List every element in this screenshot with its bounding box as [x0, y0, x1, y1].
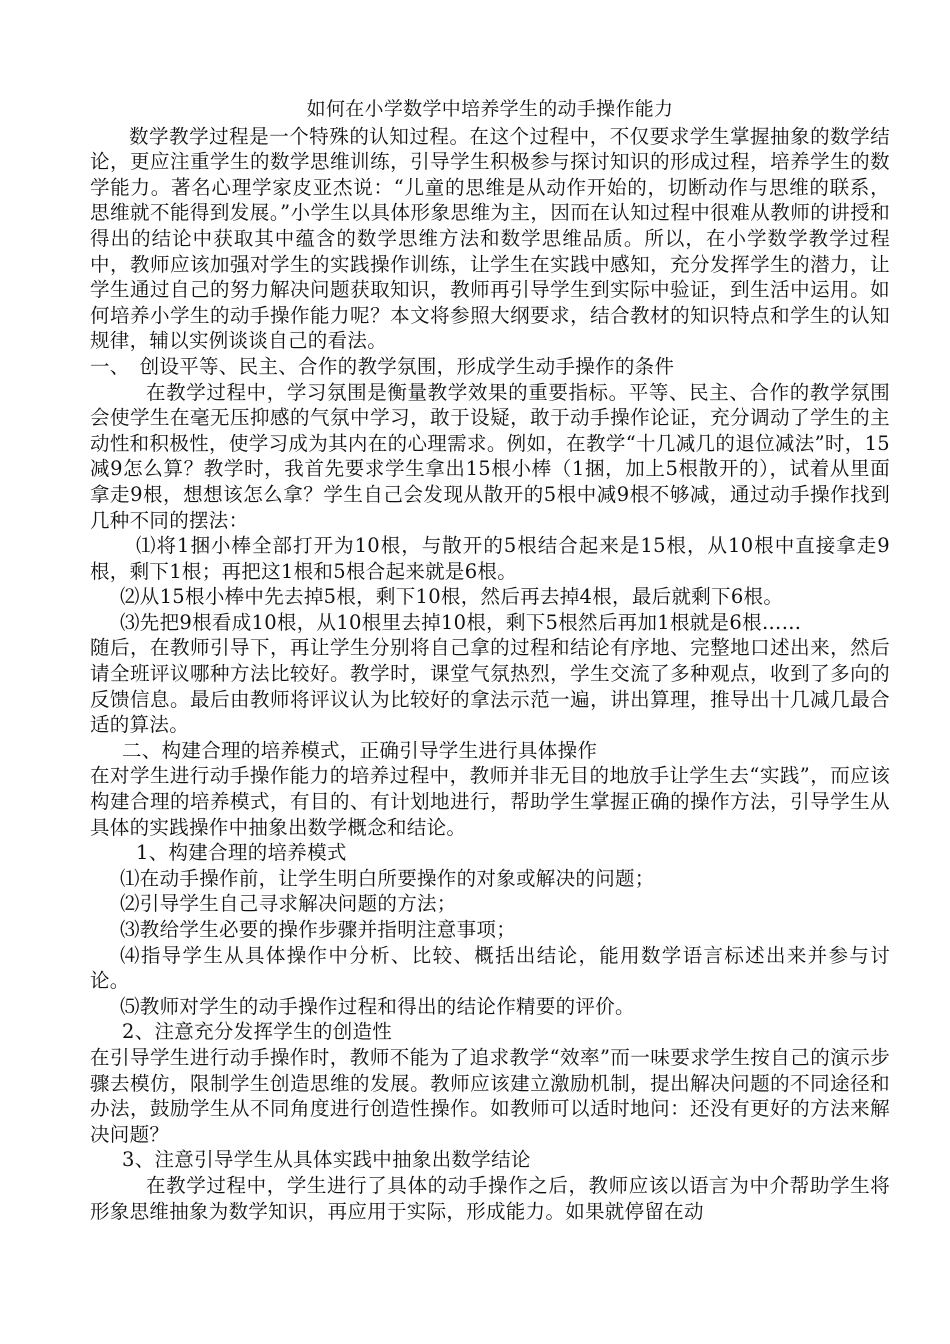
subsection-2-paragraph: 在引导学生进行动手操作时，教师不能为了追求教学“效率”而一味要求学生按自己的演示步骤去模仿，限制学生创造思维的发展。教师应该建立激励机制，提出解决问题的不同途径和办法，鼓励学生从不同角度进行创造性操作。如教师可以适时地问：还没有更好的方法来解决问题？	[90, 1045, 890, 1146]
section-1-list-item-1: ⑴将1捆小棒全部打开为10根，与散开的5根结合起来是15根，从10根中直接拿走9根，剩下1根；再把这1根和5根合起来就是6根。	[90, 534, 890, 583]
subsection-3-paragraph: 在教学过程中，学生进行了具体的动手操作之后，教师应该以语言为中介帮助学生将形象思维抽象为数学知识，再应用于实际，形成能力。如果就停留在动	[90, 1173, 890, 1223]
section-2-heading: 二、构建合理的培养模式，正确引导学生进行具体操作	[122, 738, 598, 762]
subsection-1-list-item-1: ⑴在动手操作前，让学生明白所要操作的对象或解决的问题；	[120, 866, 655, 890]
section-1-heading: 一、 创设平等、民主、合作的教学氛围，形成学生动手操作的条件	[90, 354, 675, 378]
subsection-1-list-item-3: ⑶教给学生必要的操作步骤并指明注意事项；	[120, 918, 517, 941]
section-1-conclusion-paragraph: 随后，在教师引导下，再让学生分别将自己拿的过程和结论有序地、完整地口述出来，然后请全班评议哪种方法比较好。教学时，课堂气氛热烈，学生交流了多种观点，收到了多向的反馈信息。最后由教师将评议认为比较好的拿法示范一遍，讲出算理，推导出十几减几最合适的算法。	[90, 636, 890, 737]
subsection-3-heading: 3、注意引导学生从具体实践中抽象出数学结论	[122, 1148, 531, 1172]
section-1-list-item-3: ⑶先把9根看成10根，从10根里去掉10根，剩下5根然后再加1根就是6根……	[120, 610, 802, 634]
section-1-paragraph: 在教学过程中，学习氛围是衡量教学效果的重要指标。平等、民主、合作的教学氛围会使学生在毫无压抑感的气氛中学习，敢于设疑，敢于动手操作论证，充分调动了学生的主动性和积极性，使学习成为其内在的心理需求。例如，在教学“十几减几的退位减法”时，15减9怎么算？教学时，我首先要求学生拿出15根小棒（1捆，加上5根散开的），试着从里面拿走9根，想想该怎么拿？学生自己会发现从散开的5根中减9根不够减，通过动手操作找到几种不同的摆法：	[90, 380, 890, 532]
intro-paragraph: 数学教学过程是一个特殊的认知过程。在这个过程中，不仅要求学生掌握抽象的数学结论，更应注重学生的数学思维训练，引导学生积极参与探讨知识的形成过程，培养学生的数学能力。著名心理学家皮亚杰说：“儿童的思维是从动作开始的，切断动作与思维的联系，思维就不能得到发展。”小学生以具体形象思维为主，因而在认知过程中很难从教师的讲授和得出的结论中获取其中蕴含的数学思维方法和数学思维品质。所以，在小学数学教学过程中，教师应该加强对学生的实践操作训练，让学生在实践中感知，充分发挥学生的潜力，让学生通过自己的努力解决问题获取知识，教师再引导学生到实际中验证，到生活中运用。如何培养小学生的动手操作能力呢？本文将参照大纲要求，结合教材的知识特点和学生的认知规律，辅以实例谈谈自己的看法。	[90, 124, 890, 353]
subsection-1-list-item-2: ⑵引导学生自己寻求解决问题的方法；	[120, 892, 457, 916]
subsection-1-heading: 1、构建合理的培养模式	[136, 841, 347, 865]
subsection-1-list-item-4: ⑷指导学生从具体操作中分析、比较、概括出结论，能用数学语言标述出来并参与讨论。	[90, 943, 890, 993]
section-1-list-item-2: ⑵从15根小棒中先去掉5根，剩下10根，然后再去掉4根，最后就剩下6根。	[120, 585, 784, 609]
subsection-2-heading: 2、注意充分发挥学生的创造性	[122, 1020, 393, 1044]
document-page	[90, 97, 890, 1224]
section-2-paragraph: 在对学生进行动手操作能力的培养过程中，教师并非无目的地放手让学生去“实践”，而应该构建合理的培养模式，有目的、有计划地进行，帮助学生掌握正确的操作方法，引导学生从具体的实践操作中抽象出数学概念和结论。	[90, 764, 890, 839]
document-title: 如何在小学数学中培养学生的动手操作能力	[306, 98, 674, 120]
subsection-1-list-item-5: ⑸教师对学生的动手操作过程和得出的结论作精要的评价。	[120, 994, 635, 1018]
